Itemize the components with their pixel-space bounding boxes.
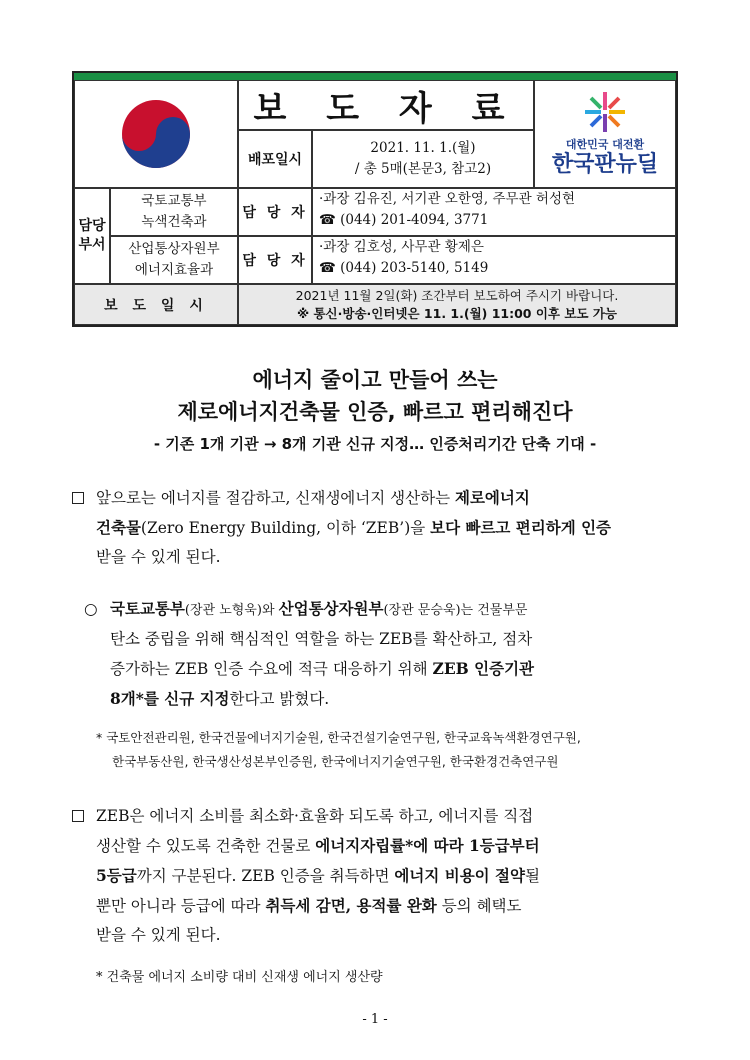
square-bullet-icon [72, 492, 84, 504]
headline-line2: 제로에너지건축물 인증, 빠르고 편리해진다 [177, 400, 573, 424]
report-label: 보 도 일 시 [74, 284, 238, 325]
p3-text-f: 에너지 비용이 절약 [394, 866, 525, 885]
press-title: 보 도 자 료 [238, 80, 534, 130]
paragraph-3 [72, 802, 682, 950]
contact1-names: ·과장 김유진, 서기관 오한영, 주무관 허성현 [319, 191, 576, 207]
p2-line2: 탄소 중립을 위해 핵심적인 역할을 하는 ZEB를 확산하고, 점차 [110, 630, 533, 648]
contact1-phone: ☎ (044) 201-4094, 3771 [319, 212, 489, 228]
p3-text-d: 5등급 [96, 866, 137, 885]
p2-text-c: 산업통상자원부 [278, 599, 384, 618]
press-release-header [72, 71, 678, 327]
contact2-label: 담 당 자 [238, 236, 312, 284]
emblem-cell [74, 80, 238, 188]
p3-text-c: 에너지자립률*에 따라 1등급부터 [315, 836, 540, 855]
p1-text-e: 보다 빠르고 편리하게 인증 [430, 518, 612, 537]
p1-text-c: 건축물 [96, 518, 141, 537]
headline-line1: 에너지 줄이고 만들어 쓰는 [252, 368, 498, 392]
new-deal-logo-cell [534, 80, 676, 188]
p3-text-g: 될 [525, 867, 540, 885]
p2-text-d: (장관 문승욱)는 건물부문 [383, 603, 528, 618]
government-emblem-icon [119, 97, 193, 171]
contact1-cell [312, 188, 676, 236]
p2-line1 [84, 594, 684, 625]
release-label-cell [238, 130, 312, 188]
p2-text-a: 국토교통부 [110, 599, 185, 618]
dept2-ministry: 산업통상자원부 [128, 241, 220, 257]
dept2-division: 에너지효율과 [134, 262, 214, 278]
release-date: 2021. 11. 1.(월) [370, 140, 476, 156]
p3-line1 [72, 802, 682, 831]
circle-bullet-icon: ○ [84, 600, 98, 618]
contact1-label: 담 당 자 [238, 188, 312, 236]
headline-subtitle: - 기존 1개 기관 → 8개 기관 신규 지정… 인증처리기간 단축 기대 - [153, 435, 597, 453]
report-embargo: 2021년 11월 2일(화) 조간부터 보도하여 주시기 바랍니다. [295, 287, 619, 303]
p3-text-e: 까지 구분된다. ZEB 인증을 취득하면 [136, 867, 395, 885]
p3-text-b: 생산할 수 있도록 건축한 건물로 [96, 837, 316, 855]
p1-text-b: 제로에너지 [454, 488, 530, 507]
p2-text-f: ZEB 인증기관 [432, 659, 535, 678]
page-number: - 1 - [362, 1012, 388, 1027]
dept-label: 담당 부서 [74, 188, 110, 284]
p3-text-i: 취득세 감면, 용적률 완화 [265, 896, 437, 915]
p3-text-j: 등의 혜택도 [436, 897, 522, 915]
dept1-ministry: 국토교통부 [141, 193, 207, 209]
p3-line3 [72, 861, 682, 891]
new-deal-logo-icon [581, 90, 629, 134]
report-broadcast: ※ 통신·방송·인터넷은 11. 1.(월) 11:00 이후 보도 가능 [296, 305, 618, 321]
p3-line2 [72, 831, 682, 861]
p2-text-h: 한다고 밝혔다. [229, 690, 330, 708]
p1-text-a: 앞으로는 에너지를 절감하고, 신재생에너지 생산하는 [96, 489, 455, 507]
release-pages: / 총 5매(본문3, 참고2) [354, 161, 492, 177]
p2-line3 [84, 654, 684, 684]
note1-line1: * 국토안전관리원, 한국건물에너지기술원, 한국건설기술연구원, 한국교육녹색환경연구원, [96, 730, 581, 745]
square-bullet-icon [72, 810, 84, 822]
note-2: * 건축물 에너지 소비량 대비 신재생 에너지 생산량 [96, 970, 383, 985]
p2-text-e: 증가하는 ZEB 인증 수요에 적극 대응하기 위해 [110, 660, 433, 678]
p2-text-b: (장관 노형욱)와 [184, 603, 279, 618]
contact2-names: ·과장 김호성, 사무관 황제은 [319, 239, 484, 255]
p1-line2 [72, 513, 682, 543]
p1-line3: 받을 수 있게 된다. [96, 548, 221, 566]
report-cell [238, 284, 676, 325]
dept1-division: 녹색건축과 [141, 214, 207, 230]
release-label: 배포일시 [247, 152, 303, 168]
p3-text-a: ZEB은 에너지 소비를 최소화·효율화 되도록 하고, 에너지를 직접 [96, 807, 534, 825]
dept2-cell [110, 236, 238, 284]
contact2-phone: ☎ (044) 203-5140, 5149 [319, 260, 489, 276]
contact2-cell [312, 236, 676, 284]
dept1-cell [110, 188, 238, 236]
p3-text-h: 뿐만 아니라 등급에 따라 [96, 897, 266, 915]
note1-line2: 한국부동산원, 한국생산성본부인증원, 한국에너지기술연구원, 한국환경건축연구원 [112, 754, 559, 769]
note-1 [96, 726, 696, 774]
p2-text-g: 8개*를 신규 지정 [110, 689, 230, 708]
p1-text-d: (Zero Energy Building, 이하 ‘ZEB’)을 [140, 519, 431, 537]
green-bar [74, 73, 676, 80]
p2-line4 [84, 684, 684, 714]
p3-line5: 받을 수 있게 된다. [96, 926, 221, 944]
logo-tagline: 대한민국 대전환 [565, 138, 645, 151]
logo-title: 한국판뉴딜 [551, 152, 659, 177]
paragraph-2 [84, 594, 684, 714]
p3-line4 [72, 891, 682, 921]
paragraph-1 [72, 483, 682, 572]
p1-line1 [72, 483, 682, 513]
release-date-cell [312, 130, 534, 188]
